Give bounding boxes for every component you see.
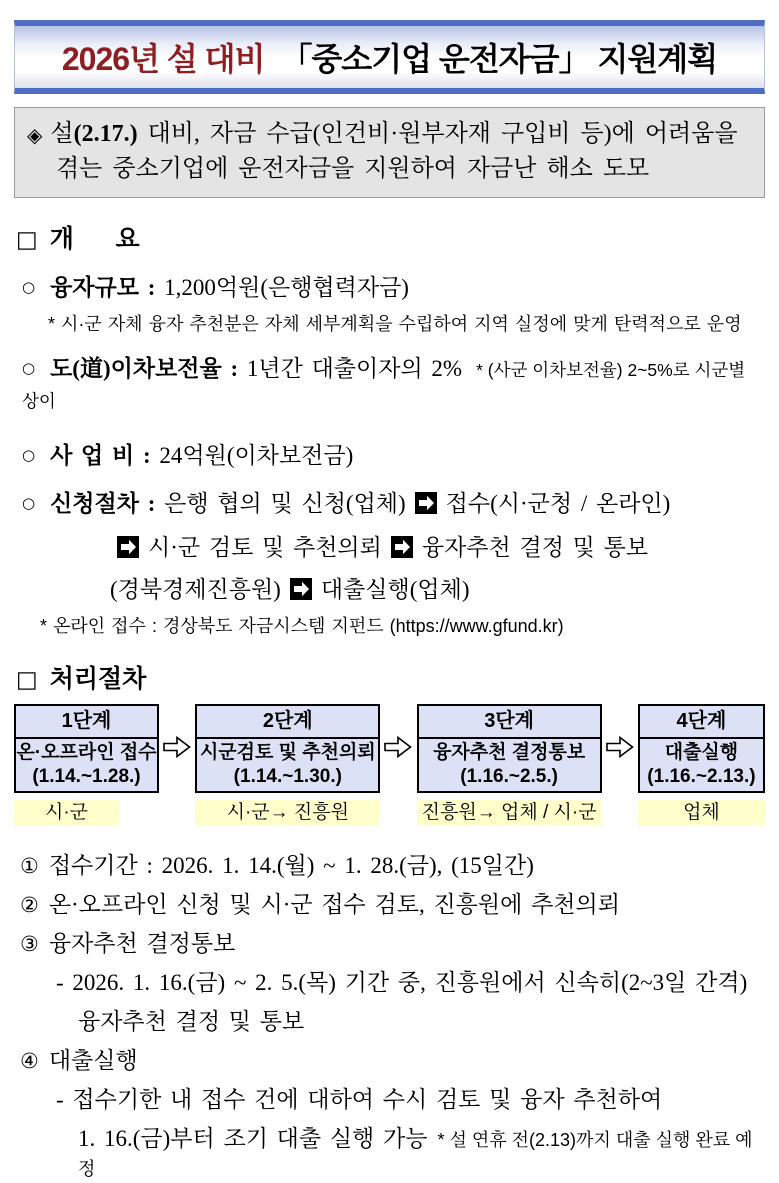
overview-item-loan-scale (22, 272, 765, 336)
flow-step-2-box: 2단계 시군검토 및 추천의뢰 (1.14.~1.30.) (195, 704, 380, 793)
title-prefix: 2026년 설 대비 (61, 41, 265, 77)
process-flow-diagram (14, 704, 765, 826)
section-header-overview (16, 224, 779, 255)
procedure-line-3: (경북경제진흥원) 대출실행(업체) (110, 577, 470, 602)
flow-step-4-actor: 업체 (638, 800, 765, 826)
circled-number-icon: ② (20, 893, 39, 917)
flow-step-4-box: 4단계 대출실행 (1.16.~2.13.) (638, 704, 765, 793)
step-arrow-icon (415, 492, 437, 514)
detail-item-4-sub-2: 1. 16.(금)부터 조기 대출 실행 가능 * 설 연휴 전(2.13)까지 대출 실행 완료 예정 (78, 1126, 753, 1179)
loan-completion-footnote: * 설 연휴 전(2.13)까지 대출 실행 완료 예정 (78, 1130, 753, 1179)
step-arrow-icon (290, 578, 312, 600)
flow-step-3-box: 3단계 융자추천 결정통보 (1.16.~2.5.) (417, 704, 602, 793)
title-main: 「중소기업 운전자금」 지원계획 (280, 41, 718, 77)
circle-bullet-icon: ○ (22, 278, 36, 296)
flow-arrow-icon (603, 735, 637, 764)
summary-line-1 (27, 117, 754, 152)
overview-item-budget: ○ 사 업 비 : 24억원(이차보전금) (22, 443, 354, 468)
overview-item-interest-subsidy: ○ 도(道)이차보전율 : 1년간 대출이자의 2% * (사군 이차보전율) 2~5%로 시군별 상이 (22, 356, 746, 411)
flow-step-3 (417, 704, 602, 826)
loan-scale-footnote: * 시·군 자체 융자 추천분은 자체 세부계획을 수립하여 지역 실정에 맞게 탄력적으로 운영 (48, 314, 742, 334)
page-title (62, 34, 717, 80)
circled-number-icon: ④ (20, 1049, 39, 1073)
circle-bullet-icon: ○ (22, 494, 36, 512)
summary-text-1: 설(2.17.) 대비, 자금 수급(인건비·원부자재 구입비 등)에 어려움을 (50, 121, 738, 147)
summary-text-2: 겪는 중소기업에 운전자금을 지원하여 자금난 해소 도모 (56, 156, 650, 182)
circle-bullet-icon: ○ (22, 446, 36, 464)
square-marker-icon: □ (16, 227, 38, 253)
detail-item-3: ③ 융자추천 결정통보 (20, 931, 236, 956)
document-page (0, 20, 779, 1179)
summary-box (14, 107, 765, 198)
detail-item-4: ④ 대출실행 (20, 1048, 138, 1073)
step-arrow-icon (117, 536, 139, 558)
square-marker-icon: □ (16, 667, 38, 693)
overview-item-procedure (22, 488, 765, 638)
section-title-overview: 개 요 (49, 225, 140, 253)
detail-item-4-sub-1: - 접수기한 내 접수 건에 대하여 수시 검토 및 융자 추천하여 (56, 1087, 663, 1112)
step-arrow-icon (391, 536, 413, 558)
diamond-bullet-icon: ◈ (27, 123, 43, 147)
interest-subsidy-inline-note: * (사군 이차보전율) 2~5%로 시군별 상이 (22, 360, 746, 411)
flow-step-4 (638, 704, 765, 826)
section-title-process: 처리절차 (49, 665, 147, 693)
detail-item-3-sub-1: - 2026. 1. 16.(금) ~ 2. 5.(목) 기간 중, 진흥원에서 신속히(2~3일 간격) (56, 970, 748, 995)
detail-item-2: ② 온·오프라인 신청 및 시·군 접수 검토, 진흥원에 추천의뢰 (20, 892, 620, 917)
circled-number-icon: ③ (20, 932, 39, 956)
loan-scale-line: ○ 융자규모 : 1,200억원(은행협력자금) (22, 275, 409, 300)
title-banner (14, 20, 765, 94)
procedure-line-2: 시·군 검토 및 추천의뢰 융자추천 결정 및 통보 (117, 533, 765, 563)
flow-step-1-box: 1단계 온·오프라인 접수 (1.14.~1.28.) (14, 704, 159, 793)
circled-number-icon: ① (20, 854, 39, 878)
flow-step-2 (195, 704, 380, 826)
details-list (20, 852, 765, 1183)
section-header-process (16, 664, 779, 695)
flow-arrow-icon (160, 735, 194, 764)
flow-step-1-actor: 시·군 (14, 800, 119, 826)
detail-item-3-sub-2: 융자추천 결정 및 통보 (78, 1009, 305, 1034)
flow-step-3-actor: 진흥원→ 업체 / 시·군 (417, 800, 602, 826)
flow-arrow-icon (381, 735, 415, 764)
circle-bullet-icon: ○ (22, 359, 36, 377)
procedure-line-1: ○ 신청절차 : 은행 협의 및 신청(업체) 접수(시·군청 / 온라인) (22, 491, 671, 516)
online-application-footnote: * 온라인 접수 : 경상북도 자금시스템 지펀드 (https://www.gfund.kr) (40, 616, 564, 636)
detail-item-1: ① 접수기간 : 2026. 1. 14.(월) ~ 1. 28.(금), (15일간) (20, 853, 534, 878)
flow-step-2-actor: 시·군→ 진흥원 (195, 800, 380, 826)
flow-step-1 (14, 704, 159, 826)
